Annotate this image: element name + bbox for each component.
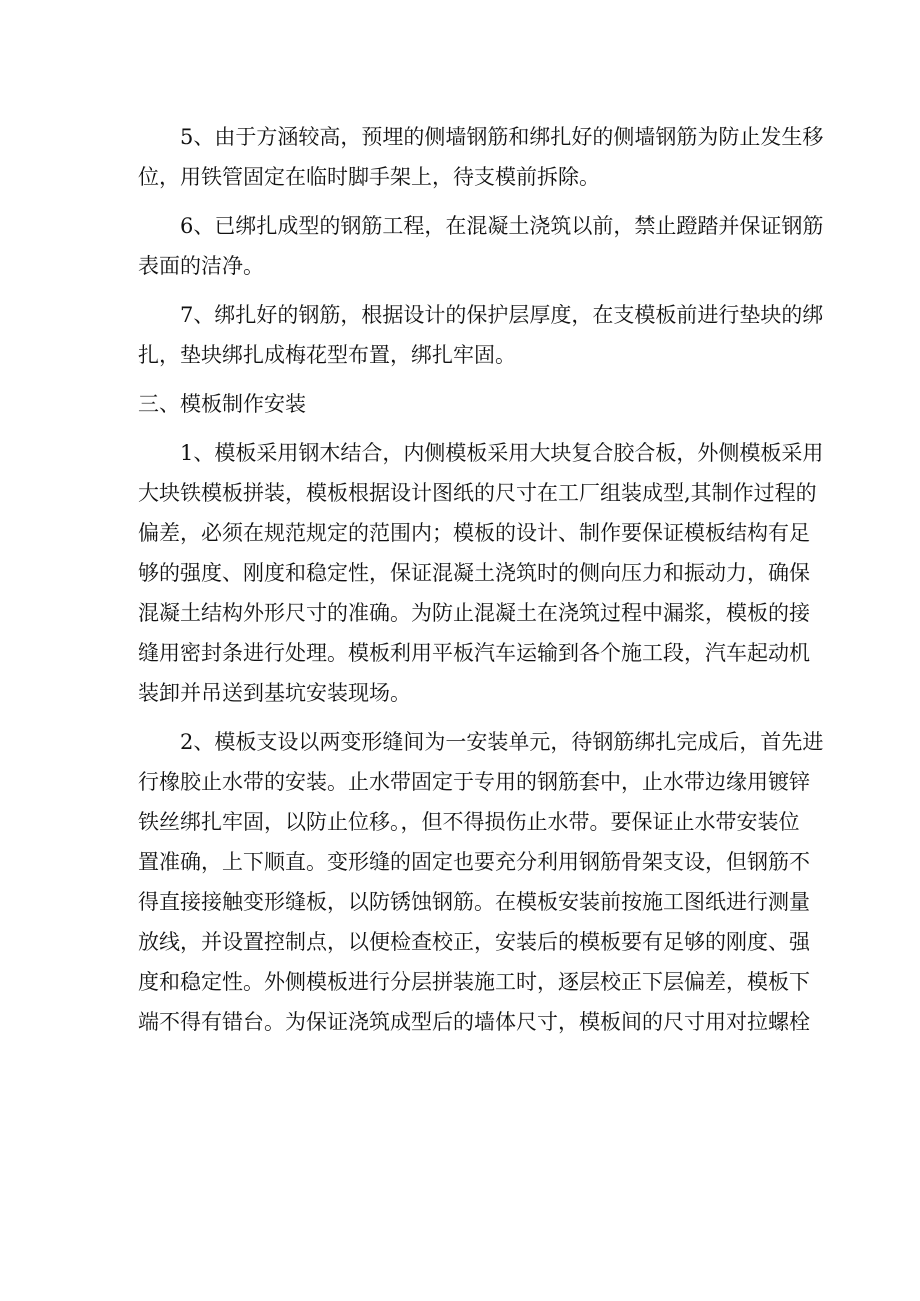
document-body xyxy=(138,117,824,1051)
paragraph-line: 缝用密封条进行处理。模板利用平板汽车运输到各个施工段，汽车起动机 xyxy=(138,641,810,665)
paragraph-line: 行橡胶止水带的安装。止水带固定于专用的钢筋套中，止水带边缘用镀锌 xyxy=(138,770,810,794)
paragraph-5 xyxy=(138,117,824,197)
paragraph-line: 位，用铁管固定在临时脚手架上，待支模前拆除。 xyxy=(138,165,600,189)
section-heading: 三、模板制作安装 xyxy=(138,392,306,416)
paragraph-line: 表面的洁净。 xyxy=(138,254,264,278)
paragraph-6 xyxy=(138,206,824,286)
paragraph-line: 大块铁模板拼装，模板根据设计图纸的尺寸在工厂组装成型,其制作过程的 xyxy=(138,481,817,505)
paragraph-line: 端不得有错台。为保证浇筑成型后的墙体尺寸，模板间的尺寸用对拉螺栓 xyxy=(138,1010,810,1034)
paragraph-line: 够的强度、刚度和稳定性，保证混凝土浇筑时的侧向压力和振动力，确保 xyxy=(138,561,810,585)
paragraph-line: 混凝土结构外形尺寸的准确。为防止混凝土在浇筑过程中漏浆，模板的接 xyxy=(138,601,810,625)
section-paragraph-2 xyxy=(138,722,824,1042)
paragraph-line: 得直接接触变形缝板，以防锈蚀钢筋。在模板安装前按施工图纸进行测量 xyxy=(138,890,810,914)
paragraph-line: 5、由于方涵较高，预埋的侧墙钢筋和绑扎好的侧墙钢筋为防止发生移 xyxy=(180,125,824,149)
paragraph-line: 装卸并吊送到基坑安装现场。 xyxy=(138,681,411,705)
paragraph-line: 1、模板采用钢木结合，内侧模板采用大块复合胶合板，外侧模板采用 xyxy=(180,441,824,465)
section-paragraph-1 xyxy=(138,433,824,713)
paragraph-line: 度和稳定性。外侧模板进行分层拼装施工时，逐层校正下层偏差，模板下 xyxy=(138,970,810,994)
paragraph-line: 偏差，必须在规范规定的范围内；模板的设计、制作要保证模板结构有足 xyxy=(138,521,810,545)
paragraph-line: 放线，并设置控制点，以便检查校正，安装后的模板要有足够的刚度、强 xyxy=(138,930,810,954)
paragraph-line: 2、模板支设以两变形缝间为一安装单元，待钢筋绑扎完成后，首先进 xyxy=(180,730,824,754)
paragraph-7 xyxy=(138,295,824,375)
paragraph-line: 7、绑扎好的钢筋，根据设计的保护层厚度，在支模板前进行垫块的绑 xyxy=(180,303,824,327)
paragraph-line: 6、已绑扎成型的钢筋工程，在混凝土浇筑以前，禁止蹬踏并保证钢筋 xyxy=(180,214,824,238)
paragraph-line: 置准确，上下顺直。变形缝的固定也要充分利用钢筋骨架支设，但钢筋不 xyxy=(138,850,810,874)
paragraph-line: 扎，垫块绑扎成梅花型布置，绑扎牢固。 xyxy=(138,343,516,367)
paragraph-line: 铁丝绑扎牢固，以防止位移。，但不得损伤止水带。要保证止水带安装位 xyxy=(138,810,800,834)
